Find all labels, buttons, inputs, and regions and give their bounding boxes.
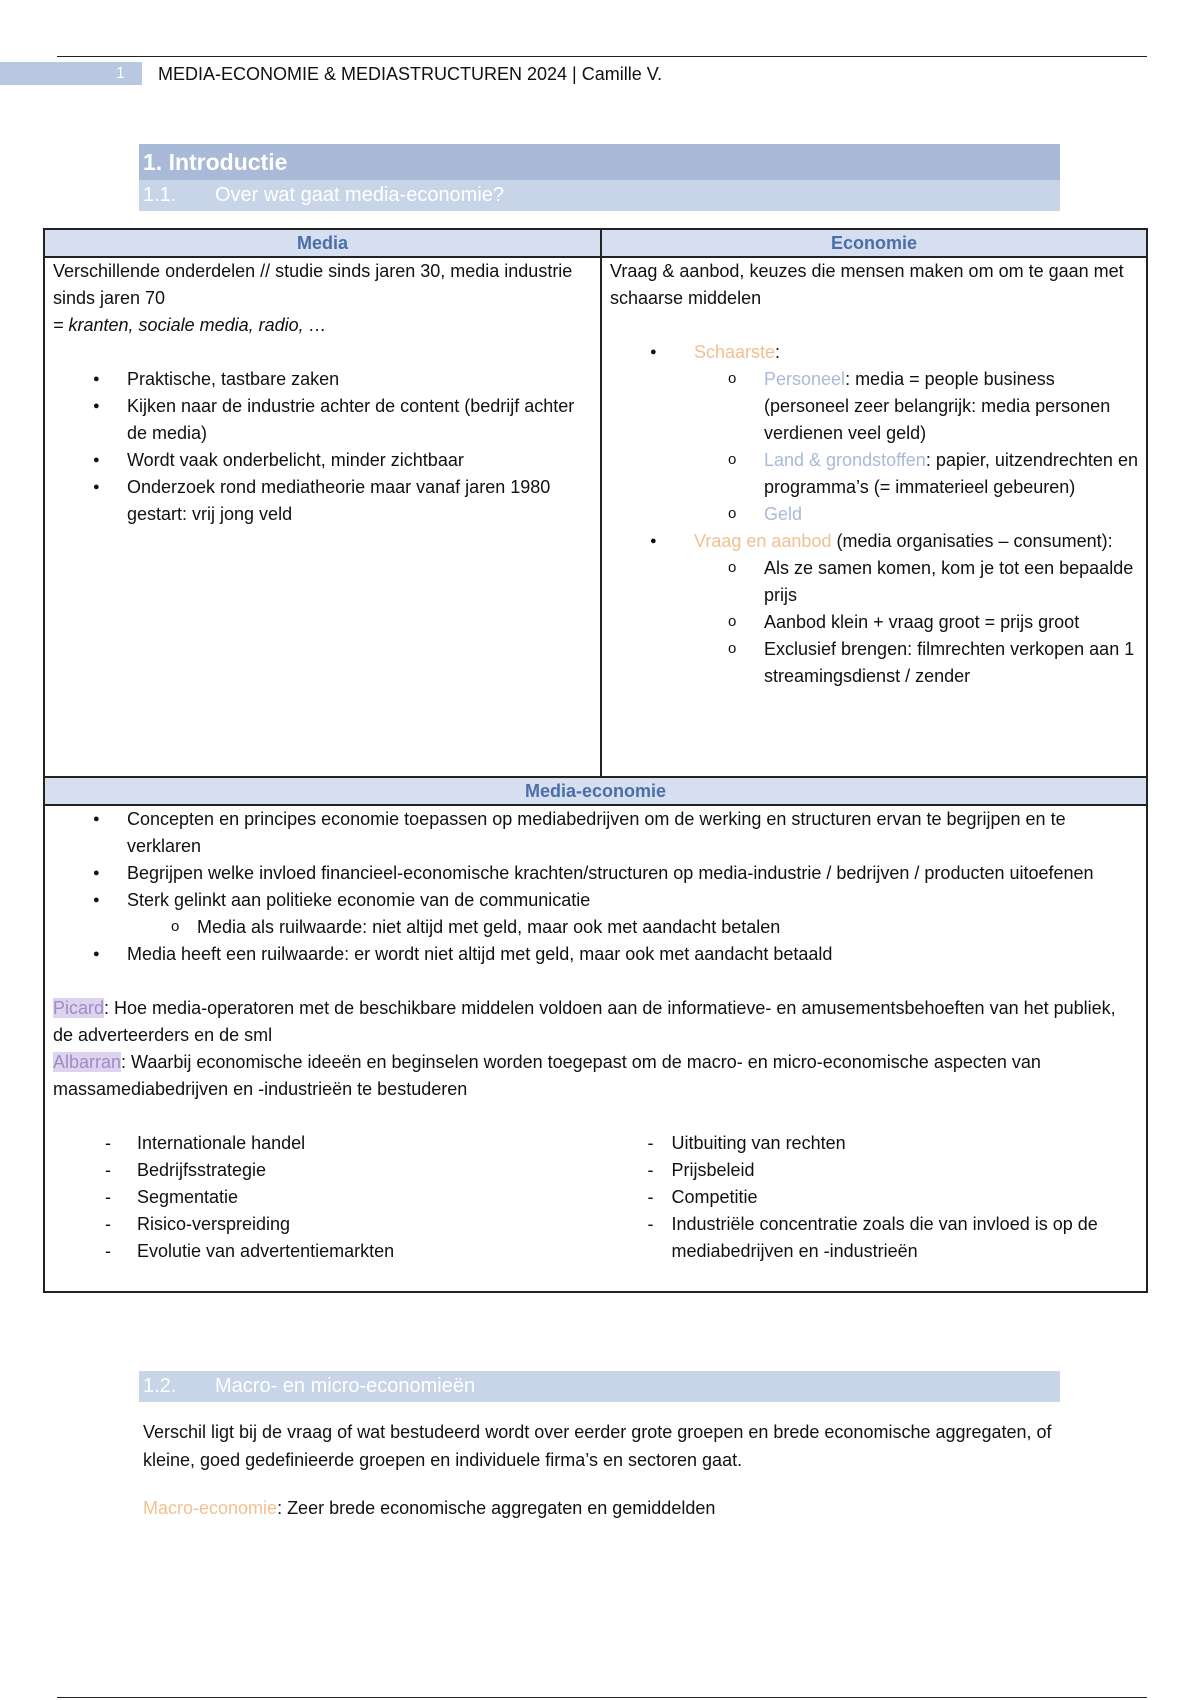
media-economie-bullet-list: [53, 806, 1138, 968]
media-intro: Verschillende onderdelen // studie sinds jaren 30, media industrie sinds jaren 70: [53, 261, 573, 308]
list-item-personeel: [610, 366, 1138, 447]
list-item: ● Praktische, tastbare zaken: [53, 366, 592, 393]
list-item: - Bedrijfsstrategie: [53, 1157, 596, 1184]
term-macro-economie: Macro-economie: [143, 1498, 278, 1518]
land-text: : papier, uitzendrechten en programma’s (= immaterieel gebeuren): [764, 450, 1138, 497]
economie-cell: [601, 257, 1147, 777]
list-item: o Media als ruilwaarde: niet altijd met geld, maar ook met aandacht betalen: [53, 914, 1138, 941]
list-item: - Industriële concentratie zoals die van invloed is op de mediabedrijven en -industrieën: [596, 1211, 1139, 1265]
list-item: o Exclusief brengen: filmrechten verkopen aan 1 streamingsdienst / zender: [610, 636, 1138, 690]
media-examples: = kranten, sociale media, radio, …: [53, 315, 327, 335]
list-item: o Als ze samen komen, kom je tot een bepaalde prijs: [610, 555, 1138, 609]
definition-macro-economie: [143, 1494, 1073, 1522]
heading-text: Macro- en micro-economieën: [215, 1375, 476, 1397]
list-item-schaarste: [610, 339, 1138, 366]
media-economie-cell: [44, 805, 1147, 1292]
media-cell: [44, 257, 601, 777]
list-item-land: [610, 447, 1138, 501]
running-header-title: MEDIA-ECONOMIE & MEDIASTRUCTUREN 2024 | Camille V.: [158, 64, 663, 84]
list-item: ● Kijken naar de industrie achter de content (bedrijf achter de media): [53, 393, 592, 447]
comparison-table: [43, 228, 1148, 1293]
list-item: ● Wordt vaak onderbelicht, minder zichtbaar: [53, 447, 592, 474]
schaarste-colon: :: [775, 342, 781, 362]
term-schaarste: Schaarste: [694, 342, 776, 362]
heading-over-wat-gaat-media-economie: [139, 180, 1060, 211]
macro-micro-paragraph: Verschil ligt bij de vraag of wat bestudeerd wordt over eerder grote groepen en brede economische aggregaten, of kleine, goed gedefinieerde groepen en individuele firma’s en sectoren gaat.: [143, 1422, 1052, 1470]
column-header-media: Media: [44, 229, 601, 257]
list-item: ● Media heeft een ruilwaarde: er wordt niet altijd met geld, maar ook met aandacht betaald: [53, 941, 1138, 968]
albarran-text: : Waarbij economische ideeën en beginselen worden toegepast om de macro- en micro-economische aspecten van massamediabedrijven en -industrieën te bestuderen: [53, 1052, 1041, 1099]
personeel-text: : media = people business (personeel zeer belangrijk: media personen verdienen veel geld): [764, 369, 1111, 443]
column-header-economie: Economie: [601, 229, 1147, 257]
media-bullet-list: [53, 366, 592, 528]
topics-left-list: [53, 1130, 596, 1265]
list-item: - Risico-verspreiding: [53, 1211, 596, 1238]
term-geld: Geld: [764, 504, 803, 524]
list-item: - Internationale handel: [53, 1130, 596, 1157]
vraag-text: (media organisaties – consument):: [831, 531, 1113, 551]
list-item-vraag-aanbod: [610, 528, 1138, 555]
list-item: ● Begrijpen welke invloed financieel-economische krachten/structuren op media-industrie / bedrijven / producten uitoefenen: [53, 860, 1138, 887]
definition-albarran: [53, 1049, 1138, 1103]
term-vraag-en-aanbod: Vraag en aanbod: [694, 531, 832, 551]
term-albarran: Albarran: [53, 1052, 122, 1072]
topic-columns: [53, 1130, 1138, 1265]
list-item: o Aanbod klein + vraag groot = prijs groot: [610, 609, 1138, 636]
column-header-media-economie: Media-economie: [44, 777, 1147, 805]
list-item: - Uitbuiting van rechten: [596, 1130, 1139, 1157]
heading-text: Over wat gaat media-economie?: [215, 184, 505, 206]
list-item: - Segmentatie: [53, 1184, 596, 1211]
list-item: - Prijsbeleid: [596, 1157, 1139, 1184]
heading-number: 1.1.: [143, 184, 177, 206]
header-rule: [57, 56, 1147, 57]
page-number: 1: [116, 65, 125, 82]
topics-right-list: [596, 1130, 1139, 1265]
heading-number: 1.2.: [143, 1375, 177, 1397]
heading-introductie: 1. Introductie: [139, 144, 1060, 180]
list-item: ● Concepten en principes economie toepassen op mediabedrijven om de werking en structuren ervan te begrijpen en te verklaren: [53, 806, 1138, 860]
list-item: - Competitie: [596, 1184, 1139, 1211]
economie-intro: Vraag & aanbod, keuzes die mensen maken om om te gaan met schaarse middelen: [610, 261, 1124, 308]
picard-text: : Hoe media-operatoren met de beschikbare middelen voldoen aan de informatieve- en amusementsbehoeften van het publiek, de adverteerders en de sml: [53, 998, 1116, 1045]
list-item-geld: [610, 501, 1138, 528]
definition-picard: [53, 995, 1138, 1049]
list-item: - Evolutie van advertentiemarkten: [53, 1238, 596, 1265]
footer-rule: [57, 1697, 1147, 1698]
term-land-grondstoffen: Land & grondstoffen: [764, 450, 926, 470]
heading-macro-en-micro: [139, 1371, 1060, 1402]
list-item: ● Sterk gelinkt aan politieke economie van de communicatie: [53, 887, 1138, 914]
list-item: ● Onderzoek rond mediatheorie maar vanaf jaren 1980 gestart: vrij jong veld: [53, 474, 592, 528]
term-picard: Picard: [53, 998, 105, 1018]
term-personeel: Personeel: [764, 369, 846, 389]
economie-bullet-list: [610, 339, 1138, 690]
macro-text: : Zeer brede economische aggregaten en gemiddelden: [277, 1498, 716, 1518]
